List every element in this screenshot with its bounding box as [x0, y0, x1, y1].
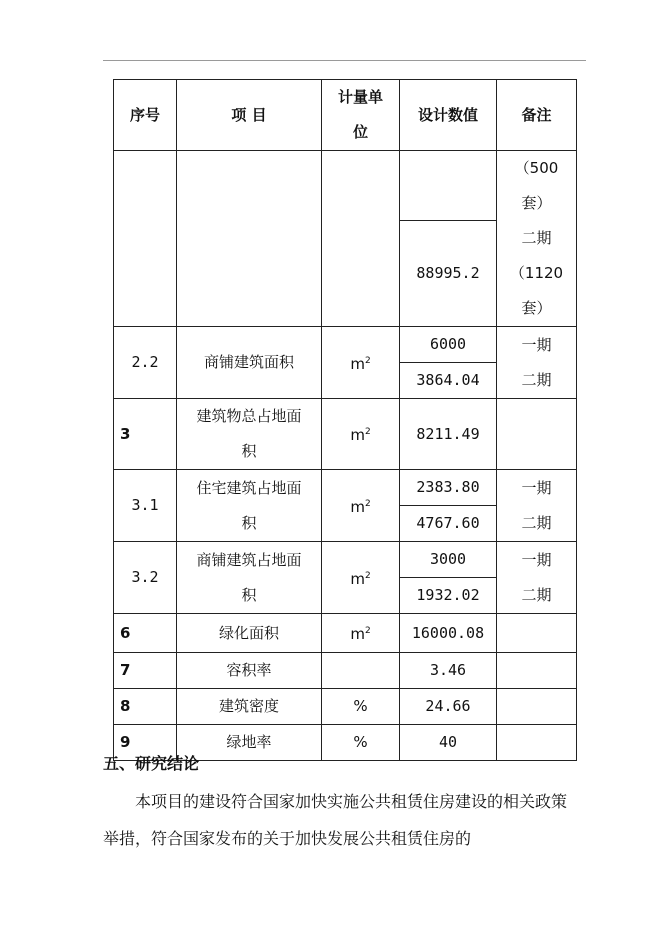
- header-unit-line1: 计量单: [337, 88, 383, 106]
- cell-value: 2383.80: [400, 470, 497, 506]
- cell-item: 绿化面积: [177, 614, 322, 653]
- note-line: 一期: [521, 478, 552, 497]
- cell-seq: 9: [114, 725, 177, 761]
- cell-item: [177, 399, 322, 470]
- unit-text: m: [350, 625, 365, 643]
- note-line: 二期: [521, 513, 552, 532]
- cell-unit: [322, 470, 400, 542]
- unit-text: m: [350, 354, 365, 373]
- table-row: [114, 470, 577, 506]
- cell-unit-empty: [322, 151, 400, 327]
- unit-sup: 2: [364, 427, 371, 437]
- note-line: 二期: [521, 585, 552, 604]
- cell-value: 3.46: [400, 653, 497, 689]
- cell-note: [497, 470, 577, 542]
- cell-value: 88995.2: [400, 220, 497, 326]
- cell-seq-empty: [114, 151, 177, 327]
- cell-note-empty: [497, 653, 577, 689]
- unit-sup: 2: [364, 626, 371, 636]
- note-line: 套）: [521, 299, 552, 317]
- note-line: 套）: [521, 194, 552, 212]
- cell-item: 商铺建筑面积: [177, 327, 322, 399]
- cell-item: 建筑密度: [177, 689, 322, 725]
- item-line: 积: [241, 585, 257, 604]
- cell-unit: %: [322, 689, 400, 725]
- note-line: 二期: [521, 370, 552, 389]
- section-heading: 五、研究结论: [103, 754, 200, 773]
- item-line: 住宅建筑占地面: [196, 478, 302, 497]
- note-line: 一期: [521, 335, 552, 354]
- cell-note-empty: [497, 614, 577, 653]
- cell-value: 6000: [400, 327, 497, 363]
- cell-unit: [322, 399, 400, 470]
- header-value: 设计数值: [400, 80, 497, 151]
- cell-unit: [322, 542, 400, 614]
- item-line: 积: [241, 442, 257, 460]
- header-seq: 序号: [114, 80, 177, 151]
- cell-value: 3864.04: [400, 363, 497, 399]
- cell-note-continued: [497, 151, 577, 327]
- cell-unit: %: [322, 725, 400, 761]
- table-row: [114, 689, 577, 725]
- unit-text: m: [350, 426, 365, 444]
- cell-value-empty: [400, 151, 497, 221]
- unit-text: m: [350, 497, 365, 516]
- cell-value: 3000: [400, 542, 497, 578]
- indicator-table: [113, 79, 577, 761]
- unit-text: m: [350, 569, 365, 588]
- item-line: 建筑物总占地面: [196, 407, 302, 425]
- cell-seq: 8: [114, 689, 177, 725]
- table-row: [114, 653, 577, 689]
- cell-item-empty: [177, 151, 322, 327]
- cell-value: 8211.49: [400, 399, 497, 470]
- cell-value: 16000.08: [400, 614, 497, 653]
- cell-unit-empty: [322, 653, 400, 689]
- unit-sup: 2: [364, 355, 371, 366]
- cell-value: 4767.60: [400, 506, 497, 542]
- table-header-row: [114, 80, 577, 151]
- table-row: [114, 542, 577, 578]
- item-line: 积: [241, 513, 257, 532]
- item-line: 商铺建筑占地面: [196, 550, 302, 569]
- page-header-rule: [103, 60, 586, 61]
- cell-seq: 3.2: [114, 542, 177, 614]
- header-unit-line2: 位: [352, 123, 368, 141]
- cell-note: [497, 542, 577, 614]
- note-line: （1120: [509, 264, 564, 282]
- cell-note-empty: [497, 725, 577, 761]
- cell-unit: [322, 614, 400, 653]
- cell-seq: 2.2: [114, 327, 177, 399]
- table-row: [114, 614, 577, 653]
- table-row: [114, 327, 577, 363]
- cell-item: 容积率: [177, 653, 322, 689]
- cell-item: [177, 542, 322, 614]
- cell-note-empty: [497, 689, 577, 725]
- cell-value: 40: [400, 725, 497, 761]
- header-unit: [322, 80, 400, 151]
- unit-sup: 2: [364, 498, 371, 509]
- cell-value: 1932.02: [400, 578, 497, 614]
- cell-seq: 3.1: [114, 470, 177, 542]
- cell-item: [177, 470, 322, 542]
- unit-sup: 2: [364, 570, 371, 581]
- header-item: 项 目: [177, 80, 322, 151]
- note-line: （500: [514, 159, 559, 177]
- cell-unit: [322, 327, 400, 399]
- cell-note: [497, 327, 577, 399]
- cell-seq: 7: [114, 653, 177, 689]
- cell-note-empty: [497, 399, 577, 470]
- table-row: [114, 151, 577, 221]
- note-line: 二期: [521, 229, 552, 247]
- cell-seq: 3: [114, 399, 177, 470]
- header-note: 备注: [497, 80, 577, 151]
- table-row: [114, 399, 577, 470]
- cell-value: 24.66: [400, 689, 497, 725]
- note-line: 一期: [521, 550, 552, 569]
- cell-seq: 6: [114, 614, 177, 653]
- section-paragraph: 本项目的建设符合国家加快实施公共租赁住房建设的相关政策举措，符合国家发布的关于加快发展公共租赁住房的: [103, 792, 568, 848]
- cell-item: 绿地率: [177, 725, 322, 761]
